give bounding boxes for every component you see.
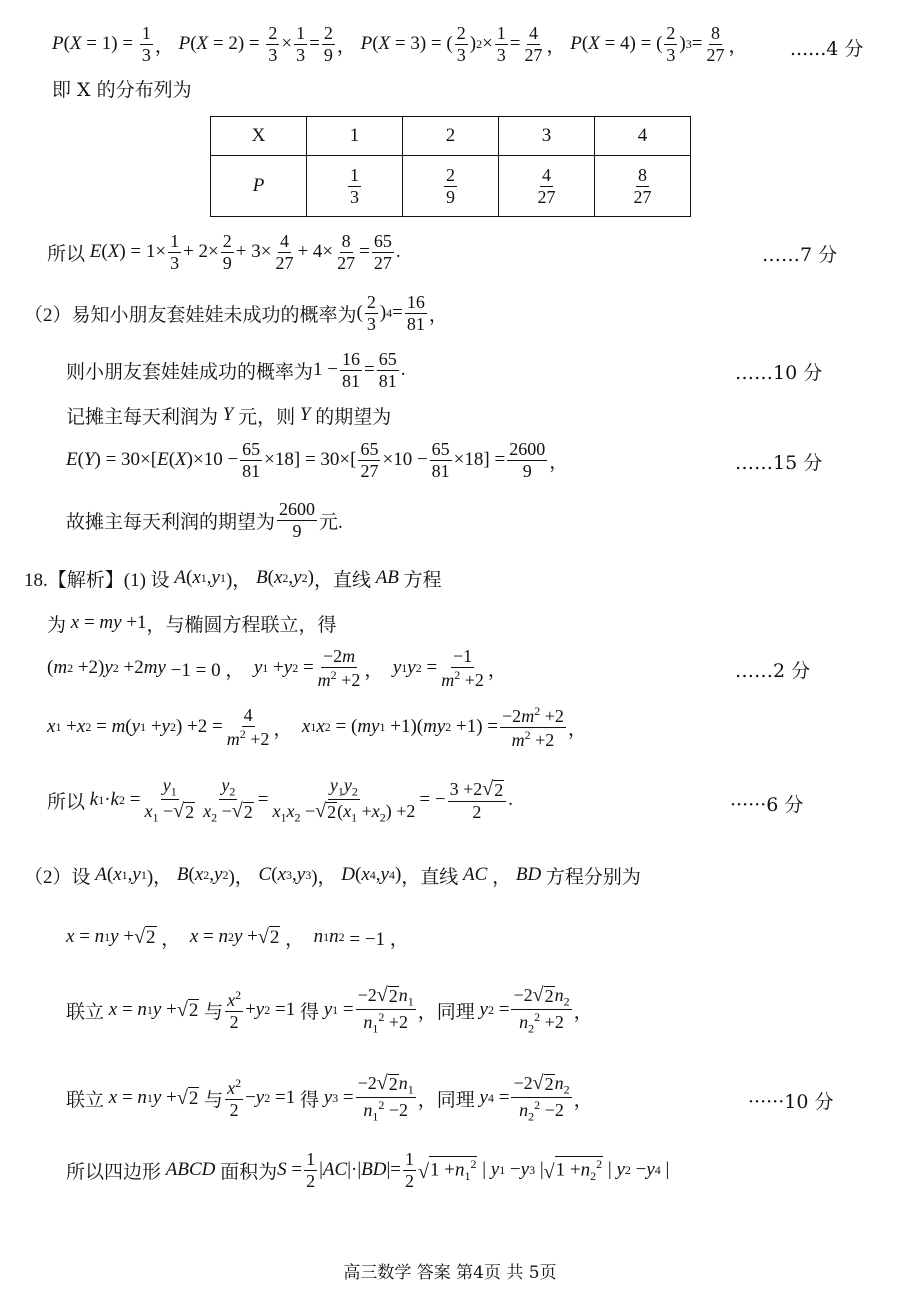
part2-setup-line: （2）设 A ( x 1 , y 1 )， B ( x 2 , y 2 )， C ( x 3 , y 3 )， D ( x 4 , y 4 ) ，直线 AC ， BD 方程分别为 — [24, 864, 641, 888]
ellipse-intersect-line: 联立 x = n 1 y + √ 2 与 $\frac{x^2}{2}$ + y 2 =1 得 y 1 = −2 √ 2 $n_1$ $n_1^2 +2$ ，同理 y 2 = −2 √ 2 $n_2$ $n_2^2 +2$ ， — [66, 983, 593, 1036]
lines-ac-bd-eq: x = n 1 y + √ 2 ， x = n 2 y + √ 2 ， n 1 n 2 = −1 ， — [66, 925, 409, 950]
distribution-table — [210, 116, 691, 217]
ey-line: E ( Y ) = 30×[ E ( X )×10 − $\frac{65}{81}$ ×18] = 30×[ $\frac{65}{27}$ ×10 − $\frac{65}{81}$ ×18] = $\frac{2600}{9}$ ， — [66, 438, 569, 481]
page-footer: 高三数学 答案 第4页 共 5页 — [343, 1263, 557, 1283]
area-line: 所以四边形 ABCD 面积为 S = $\frac{1}{2}$ | AC |·| BD |= $\frac{1}{2}$ √ $1 +n_1^2$ | y 1 − y 3 | √ $1 +n_2^2$ | y 2 − y 4 | — [66, 1148, 670, 1191]
hyperbola-intersect-line: 联立 x = n 1 y + √ 2 与 $\frac{x^2}{2}$ − y 2 =1 得 y 3 = −2 √ 2 $n_1$ $n_1^2 -2$ ，同理 y 4 = −2 √ 2 $n_2$ $n_2^2 -2$ ， — [66, 1071, 593, 1124]
table-cell: $\frac{1}{3}$ — [307, 156, 403, 217]
conclusion-line: 故摊主每天利润的期望为 $\frac{2600}{9}$ 元. — [66, 498, 343, 541]
line-ab-eq: 为 x = my +1 ，与椭圆方程联立，得 — [47, 612, 337, 636]
prob-values-line: P ( X = 1) = $\frac{1}{3}$ ， P ( X = 2) = $\frac{2}{3}$ × $\frac{1}{3}$ = $\frac{2}{9}$ ， P ( X = 3) = ( $\frac{2}{3}$ ) 2 × $\frac{1}{3}$ = $\frac{4}{27}$ ， P ( X = 4) = ( $\frac{2}{3}$ ) 3 = $\frac{8}{27}$ ， — [52, 22, 748, 65]
table-cell: 1 — [307, 117, 403, 156]
distribution-heading: 即 X 的分布列为 — [52, 78, 192, 101]
score-7: ……7 分 — [762, 244, 838, 266]
expectation-line: 所以 E ( X ) = 1× $\frac{1}{3}$ + 2× $\frac{2}{9}$ + 3× $\frac{4}{27}$ + 4× $\frac{8}{27}$ = $\frac{65}{27}$ . — [47, 230, 401, 273]
table-cell: $\frac{4}{27}$ — [499, 156, 595, 217]
success-prob-line: 则小朋友套娃娃成功的概率为 1 − $\frac{16}{81}$ = $\frac{65}{81}$ . — [66, 348, 406, 391]
table-p-row — [211, 156, 691, 217]
table-cell: 4 — [595, 117, 691, 156]
score-4: ......4 分 — [790, 38, 864, 60]
profit-def-line: 记摊主每天利润为 Y 元，则 Y 的期望为 — [66, 404, 392, 428]
k1k2-line: 所以 k 1 · k 2 = $y_1$ $x_1$ − √ 2 $y_2$ $x_2$ − √ 2 = $y_1y_2$ $x_1x_2$ − √ 2 $(x_1 +x_2) +2$ = − 3 +2 √ 2 2 . — [47, 774, 513, 825]
fail-prob-line: （2）易知小朋友套娃娃未成功的概率为 ( $\frac{2}{3}$ ) 4 = $\frac{16}{81}$ ， — [24, 291, 448, 334]
vieta-y-line: ( m 2 +2) y 2 +2 my −1 = 0 ， y 1 + y 2 = $\frac{-2m}{m^2 +2}$ ， y 1 y 2 = $\frac{-1}{m^2 +2}$ ， — [47, 645, 507, 690]
table-cell: 2 — [403, 117, 499, 156]
score-15: ……15 分 — [735, 452, 823, 474]
table-cell: X — [211, 117, 307, 156]
vieta-x-line: x 1 + x 2 = m ( y 1 + y 2 ) +2 = $\frac{4}{m^2 +2}$ ， x 1 x 2 = ( my 1 +1)( my 2 +1) = $\frac{-2m^2 +2}{m^2 +2}$ ， — [47, 703, 587, 750]
score-2: ……2 分 — [735, 660, 811, 682]
q18-heading: 18.【解析】(1) 设 A ( x 1 , y 1 )， B ( x 2 , y 2 ) ，直线 AB 方程 — [24, 567, 442, 591]
score-10b: ······10 分 — [748, 1091, 834, 1113]
table-cell: $\frac{2}{9}$ — [403, 156, 499, 217]
table-cell: P — [211, 156, 307, 217]
table-header-row — [211, 117, 691, 156]
table-cell: 3 — [499, 117, 595, 156]
score-10: ……10 分 — [735, 362, 823, 384]
score-6: ······6 分 — [730, 794, 804, 816]
table-cell: $\frac{8}{27}$ — [595, 156, 691, 217]
